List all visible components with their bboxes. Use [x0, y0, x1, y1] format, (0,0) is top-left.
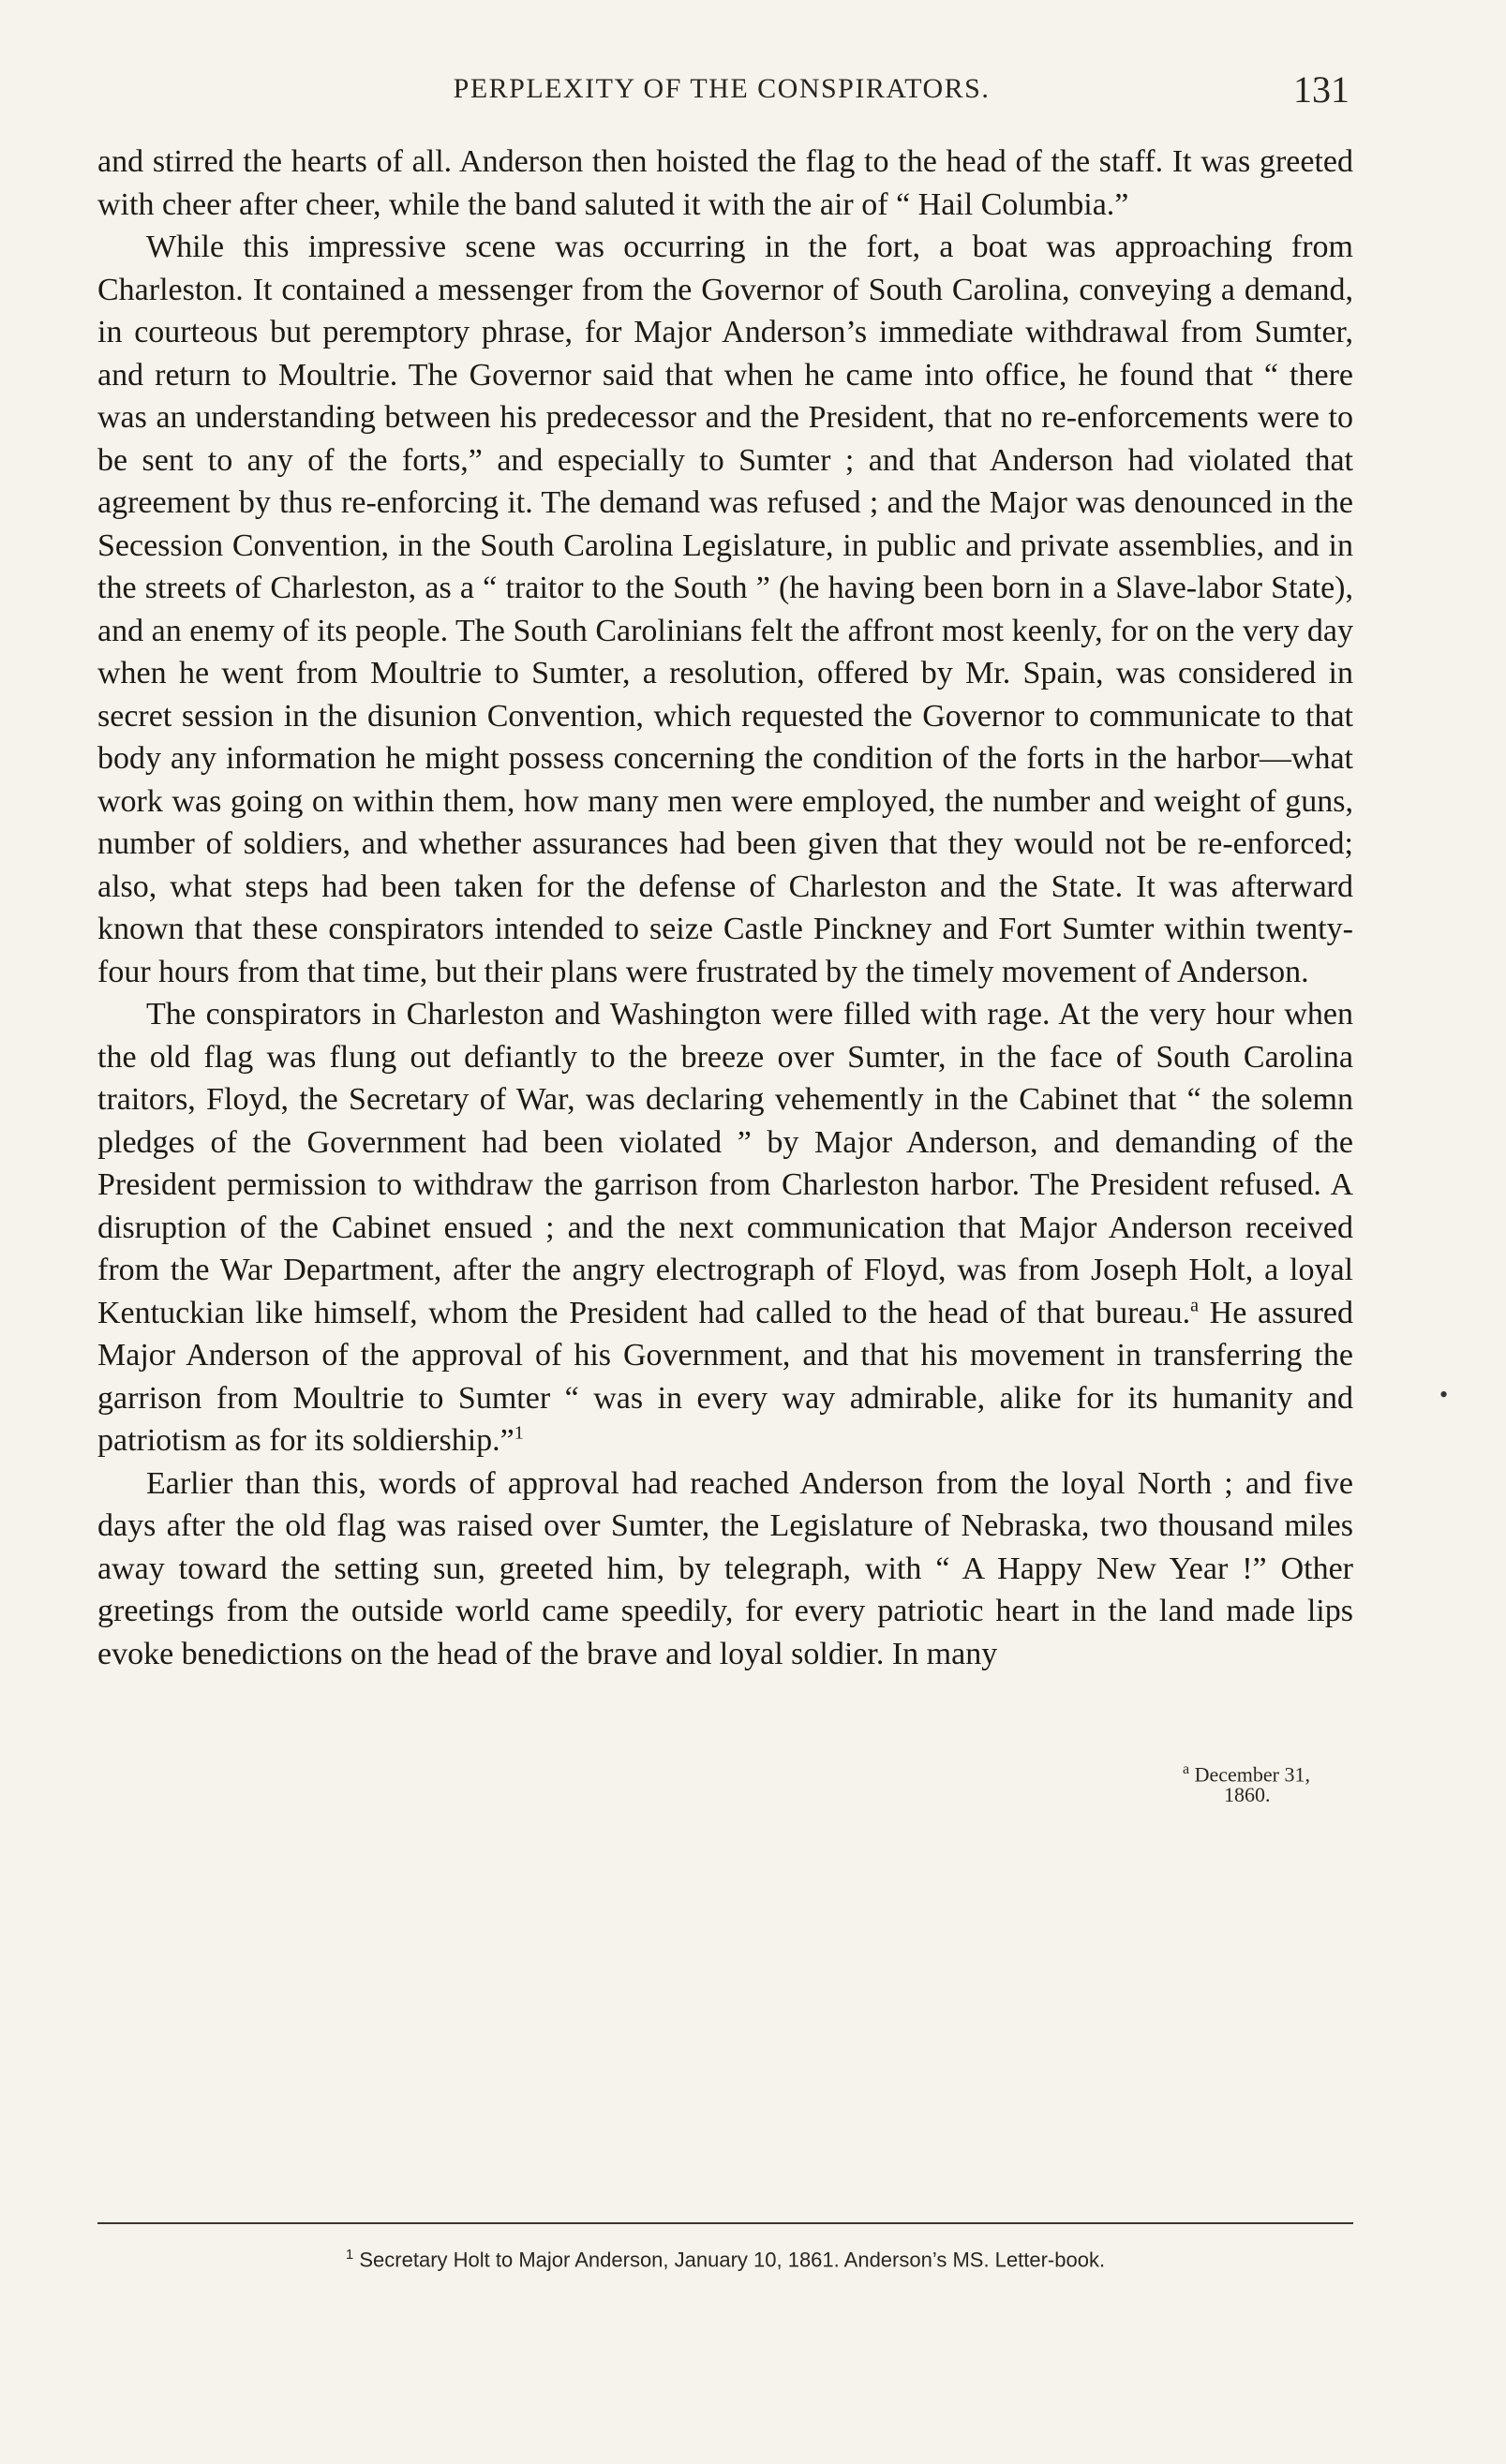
body-text: [97, 141, 1353, 1675]
footnote-reference: 1: [514, 1422, 524, 1444]
margin-date-note: [1183, 1759, 1370, 1805]
paragraph-2: While this impressive scene was occurring in the fort, a boat was approaching from Charleston. It contained a messenger from the Governor of South Carolina, conveying a demand, in courteous but peremptory phrase, for Major Anderson’s immediate withdrawal from Sumter, and return to Moultrie. The Governor said that when he came into office, he found that “ there was an understanding between his predecessor and the President, that no re-enforcements were to be sent to any of the forts,” and especially to Sumter ; and that Anderson had violated that agreement by thus re-enforcing it. The demand was refused ; and the Major was denounced in the Secession Convention, in the South Carolina Legislature, in public and private assemblies, and in the streets of Charleston, as a “ traitor to the South ” (he having been born in a Slave-labor State), and an enemy of its people. The South Carolinians felt the affront most keenly, for on the very day when he went from Moultrie to Sumter, a resolution, offered by Mr. Spain, was considered in secret session in the disunion Convention, which requested the Governor to communicate to that body any information he might possess concerning the condition of the forts in the harbor—what work was going on within them, how many men were employed, the number and weight of guns, number of soldiers, and whether assurances had been given that they would not be re-enforced; also, what steps had been taken for the defense of Charleston and the State. It was afterward known that these conspirators intended to seize Castle Pinckney and Fort Sumter within twenty-four hours from that time, but their plans were frustrated by the timely movement of Anderson.: [97, 230, 1353, 989]
margin-note-year: 1860.: [1224, 1783, 1271, 1807]
running-header: [94, 67, 1349, 114]
margin-note-mark: a: [1183, 1761, 1190, 1777]
margin-mark: •: [1439, 1381, 1449, 1408]
running-title: PERPLEXITY OF THE CONSPIRATORS.: [453, 73, 991, 104]
paragraph-3-text: The conspirators in Charleston and Washington were filled with rage. At the very hour when the old flag was flung out defiantly to the breeze over Sumter, in the face of South Carolina traitors, Floyd, the Secretary of War, was declaring vehemently in the Cabinet that “ the solemn pledges of the Government had been violated ” by Major Anderson, and demanding of the President permission to withdraw the garrison from Charleston harbor. The President refused. A disruption of the Cabinet ensued ; and the next communication that Major Anderson received from the War Department, after the angry electrograph of Floyd, was from Joseph Holt, a loyal Kentuckian like himself, whom the President had called to the head of that bureau.: [97, 997, 1353, 1330]
margin-note-date: December 31,: [1194, 1762, 1310, 1787]
footnote: [97, 2247, 1353, 2272]
paragraph-3: [97, 993, 1353, 1462]
paragraph-3-continued: He assured Major Anderson of the approval of his Government, and that his movement in transferring the garrison from Moultrie to Sumter “ was in every way admirable, alike for its humanity and patriotism as for its soldiership.”: [97, 1295, 1353, 1458]
footnote-text: Secretary Holt to Major Anderson, January 10, 1861. Anderson’s MS. Letter-book.: [359, 2248, 1106, 2272]
paragraph-1: and stirred the hearts of all. Anderson then hoisted the flag to the head of the staff. It was greeted with cheer after cheer, while the band saluted it with the air of “ Hail Columbia.”: [97, 144, 1353, 222]
page-number: 131: [1293, 68, 1349, 111]
paragraph-4: Earlier than this, words of approval had reached Anderson from the loyal North ; and five days after the old flag was raised over Sumter, the Legislature of Nebraska, two thousand miles away toward the setting sun, greeted him, by telegraph, with “ A Happy New Year !” Other greetings from the outside world came speedily, for every patriotic heart in the land made lips evoke benedictions on the head of the brave and loyal soldier. In many: [97, 1465, 1353, 1671]
sidenote-reference: a: [1190, 1295, 1199, 1316]
footnote-divider: [97, 2222, 1353, 2224]
footnote-mark: 1: [345, 2247, 354, 2263]
